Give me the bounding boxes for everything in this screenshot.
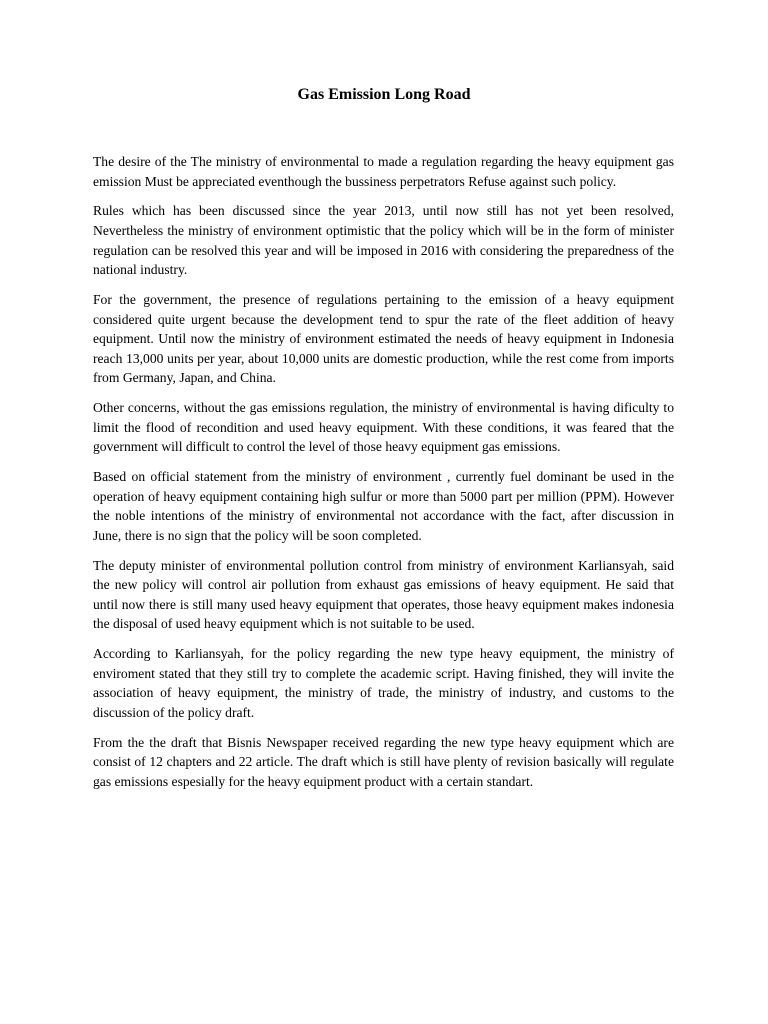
paragraph: Based on official statement from the ministry of environment , currently fuel dominant be used in the operation of heavy equipment containing high sulfur or more than 5000 part per million (PPM). However the noble intentions of the ministry of environmental not accordance with the fact, after discussion in June, there is no sign that the policy will be soon completed. <box>93 469 674 543</box>
document-body <box>93 152 674 802</box>
paragraph: Rules which has been discussed since the year 2013, until now still has not yet been resolved, Nevertheless the ministry of environment optimistic that the policy which will be in the form of minister regulation can be resolved this year and will be imposed in 2016 with considering the preparedness of the national industry. <box>93 203 674 278</box>
paragraph: From the the draft that Bisnis Newspaper received regarding the new type heavy equipment which are consist of 12 chapters and 22 article. The draft which is still have plenty of revision basically will regulate gas emissions espesially for the heavy equipment product with a certain standart. <box>93 734 674 789</box>
paragraph: For the government, the presence of regulations pertaining to the emission of a heavy equipment considered quite urgent because the development tend to spur the rate of the fleet addition of heavy equipment. Until now the ministry of environment estimated the needs of heavy equipment in Indonesia reach 13,000 units per year, about 10,000 units are domestic production, while the rest come from imports from Germany, Japan, and China. <box>93 291 674 386</box>
paragraph: The deputy minister of environmental pollution control from ministry of environment Karliansyah, said the new policy will control air pollution from exhaust gas emissions of heavy equipment. He said that until now there is still many used heavy equipment that operates, those heavy equipment makes indonesia the disposal of used heavy equipment which is not suitable to be used. <box>93 557 674 632</box>
document-title: Gas Emission Long Road <box>297 86 471 103</box>
paragraph: Other concerns, without the gas emissions regulation, the ministry of environmental is having dificulty to limit the flood of recondition and used heavy equipment. With these conditions, it was feared that the government will difficult to control the level of those heavy equipment gas emissions. <box>93 400 674 455</box>
paragraph: According to Karliansyah, for the policy regarding the new type heavy equipment, the ministry of enviroment stated that they still try to complete the academic script. Having finished, they will invite the association of heavy equipment, the ministry of trade, the ministry of industry, and customs to the discussion of the policy draft. <box>93 646 674 720</box>
paragraph: The desire of the The ministry of environmental to made a regulation regarding the heavy equipment gas emission Must be appreciated eventhough the bussiness perpetrators Refuse against such policy. <box>93 154 674 189</box>
